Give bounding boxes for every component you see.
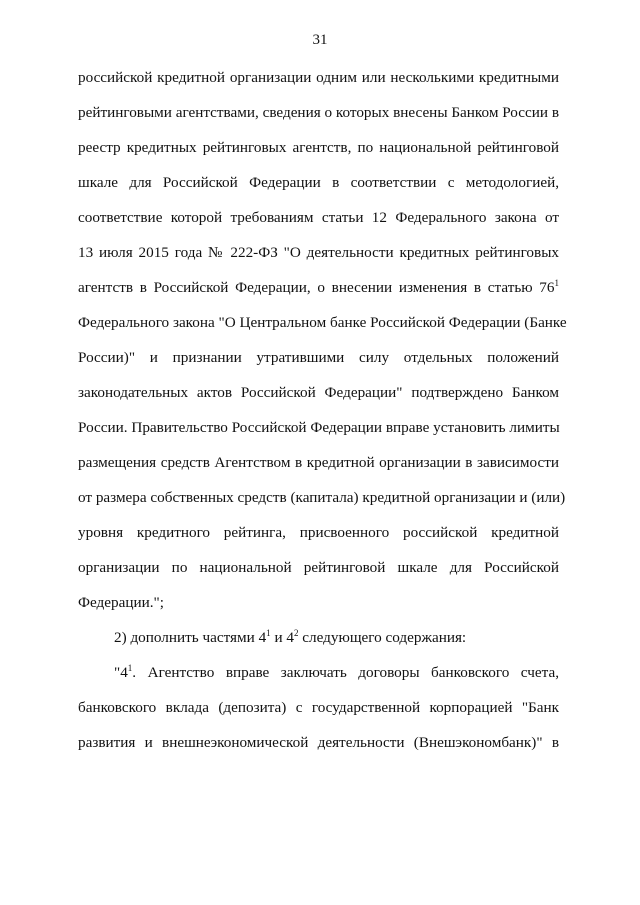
body-line: соответствие которой требованиям статьи 12 Федерального закона от	[78, 209, 559, 226]
body-line: банковского вклада (депозита) с государственной корпорацией "Банк	[78, 699, 559, 716]
superscript: 1	[127, 663, 133, 673]
part-4-1-line	[114, 663, 559, 683]
item-2-text: и 4	[270, 629, 294, 646]
body-line: 13 июля 2015 года № 222-ФЗ "О деятельности кредитных рейтинговых	[78, 244, 559, 261]
body-line-text: агентств в Российской Федерации, о внесении изменения в статью 76	[78, 279, 555, 296]
body-line: организации по национальной рейтинговой шкале для Российской	[78, 559, 559, 576]
superscript: 2	[294, 628, 299, 638]
body-line: Федерации.";	[78, 594, 164, 611]
body-line: рейтинговыми агентствами, сведения о которых внесены Банком России в	[78, 104, 559, 121]
item-2-text: следующего содержания:	[298, 629, 467, 646]
body-line: развития и внешнеэкономической деятельности (Внешэкономбанк)" в	[78, 734, 559, 751]
body-line: шкале для Российской Федерации в соответствии с методологией,	[78, 174, 559, 191]
body-line: российской кредитной организации одним или несколькими кредитными	[78, 69, 559, 86]
body-line: размещения средств Агентством в кредитной организации в зависимости	[78, 454, 559, 471]
part-4-1-text: . Агентство вправе заключать договоры банковского счета,	[132, 664, 559, 681]
superscript: 1	[266, 628, 271, 638]
body-line: реестр кредитных рейтинговых агентств, по национальной рейтинговой	[78, 139, 559, 156]
body-line: уровня кредитного рейтинга, присвоенного российской кредитной	[78, 524, 559, 541]
part-4-1-text: "4	[114, 664, 128, 681]
body-line: от размера собственных средств (капитала) кредитной организации и (или)	[78, 489, 566, 506]
superscript: 1	[554, 278, 559, 288]
body-line: России. Правительство Российской Федерации вправе установить лимиты	[78, 419, 560, 436]
item-2-line	[114, 628, 559, 648]
body-line: России)" и признании утратившими силу отдельных положений	[78, 349, 559, 366]
body-line: законодательных актов Российской Федерации" подтверждено Банком	[78, 384, 559, 401]
body-line-with-superscript	[78, 278, 559, 298]
item-2-text: 2) дополнить частями 4	[114, 629, 267, 646]
page-number: 31	[312, 32, 328, 48]
body-line: Федерального закона "О Центральном банке Российской Федерации (Банке	[78, 314, 567, 331]
